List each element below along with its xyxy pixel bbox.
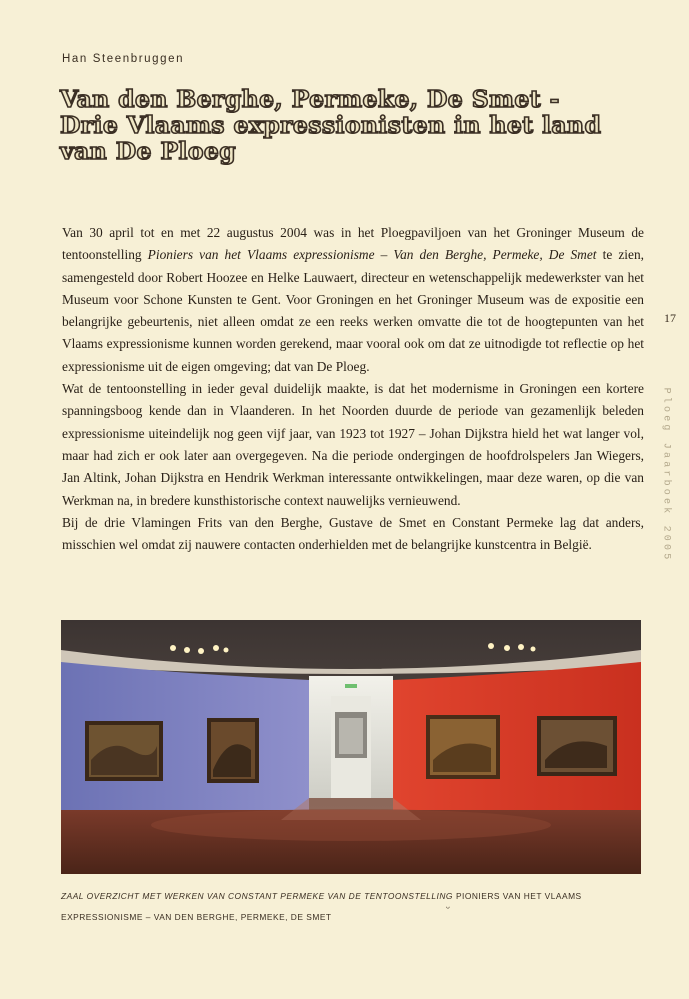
page-number: 17	[664, 311, 676, 325]
paragraph-1	[62, 222, 644, 378]
article-title: Van den Berghe, Permeke, De Smet - Drie Vlaams expressionisten in het land van De Ploeg	[60, 85, 602, 165]
page-mark: ᵕ	[446, 904, 451, 915]
photo-caption	[61, 886, 651, 928]
caption-italic: ZAAL OVERZICHT MET WERKEN VAN CONSTANT PERMEKE VAN DE TENTOONSTELLING	[61, 891, 453, 901]
author-name: Han Steenbruggen	[62, 53, 185, 65]
paragraph-3: Bij de drie Vlamingen Frits van den Berghe, Gustave de Smet en Constant Permeke lag dat anders, misschien wel omdat zij nauwere contacten onderhielden met de belangrijke kunstcentra in België.	[62, 514, 644, 553]
paragraph-2: Wat de tentoonstelling in ieder geval duidelijk maakte, is dat het modernisme in Groningen een kortere spanningsboog kende dan in Vlaanderen. In het Noorden duurde de periode van gezamenlijk beleden expressionisme uiteindelijk nog geen vijf jaar, van 1923 tot 1927 – Johan Dijkstra hield het wat langer vol, maar had zich er ook later aan overgegeven. Na die periode ondergingen de hoofdrolspelers Jan Wiegers, Jan Altink, Johan Dijkstra en Hendrik Werkman interessante ontwikkelingen, maar deze waren, op die van Werkman na, in bredere kunsthistorische context nauwelijks vernieuwend.	[62, 381, 644, 508]
caption-exhibition: PIONIERS VAN HET VLAAMS EXPRESSIONISME – VAN DEN BERGHE, PERMEKE, DE SMET	[61, 891, 582, 922]
article-body	[62, 222, 644, 556]
gallery-photo	[61, 620, 641, 874]
yearbook-side-label: Ploeg Jaarboek 2005	[660, 387, 672, 563]
exhibition-title: Pioniers van het Vlaams expressionisme – Van den Berghe, Permeke, De Smet	[147, 247, 597, 263]
paragraph-1-text: Van 30 april tot en met 22 augustus 2004 was in het Ploegpaviljoen van het Groninger Museum de tentoonstelling	[62, 225, 644, 263]
paragraph-1-text-cont: te zien, samengesteld door Robert Hoozee en Helke Lauwaert, directeur en wetenschappelijk medewerkster van het Museum voor Schone Kunsten te Gent. Voor Groningen en het Groninger Museum was de expositie een belangrijke gebeurtenis, niet alleen omdat ze een reeks werken omvatte die tot de hoogtepunten van het Vlaams expressionisme kunnen worden gerekend, maar vooral ook om dat ze uitnodigde tot reflectie op het expressionisme uit de eigen omgeving; dat van De Ploeg.	[62, 247, 644, 374]
